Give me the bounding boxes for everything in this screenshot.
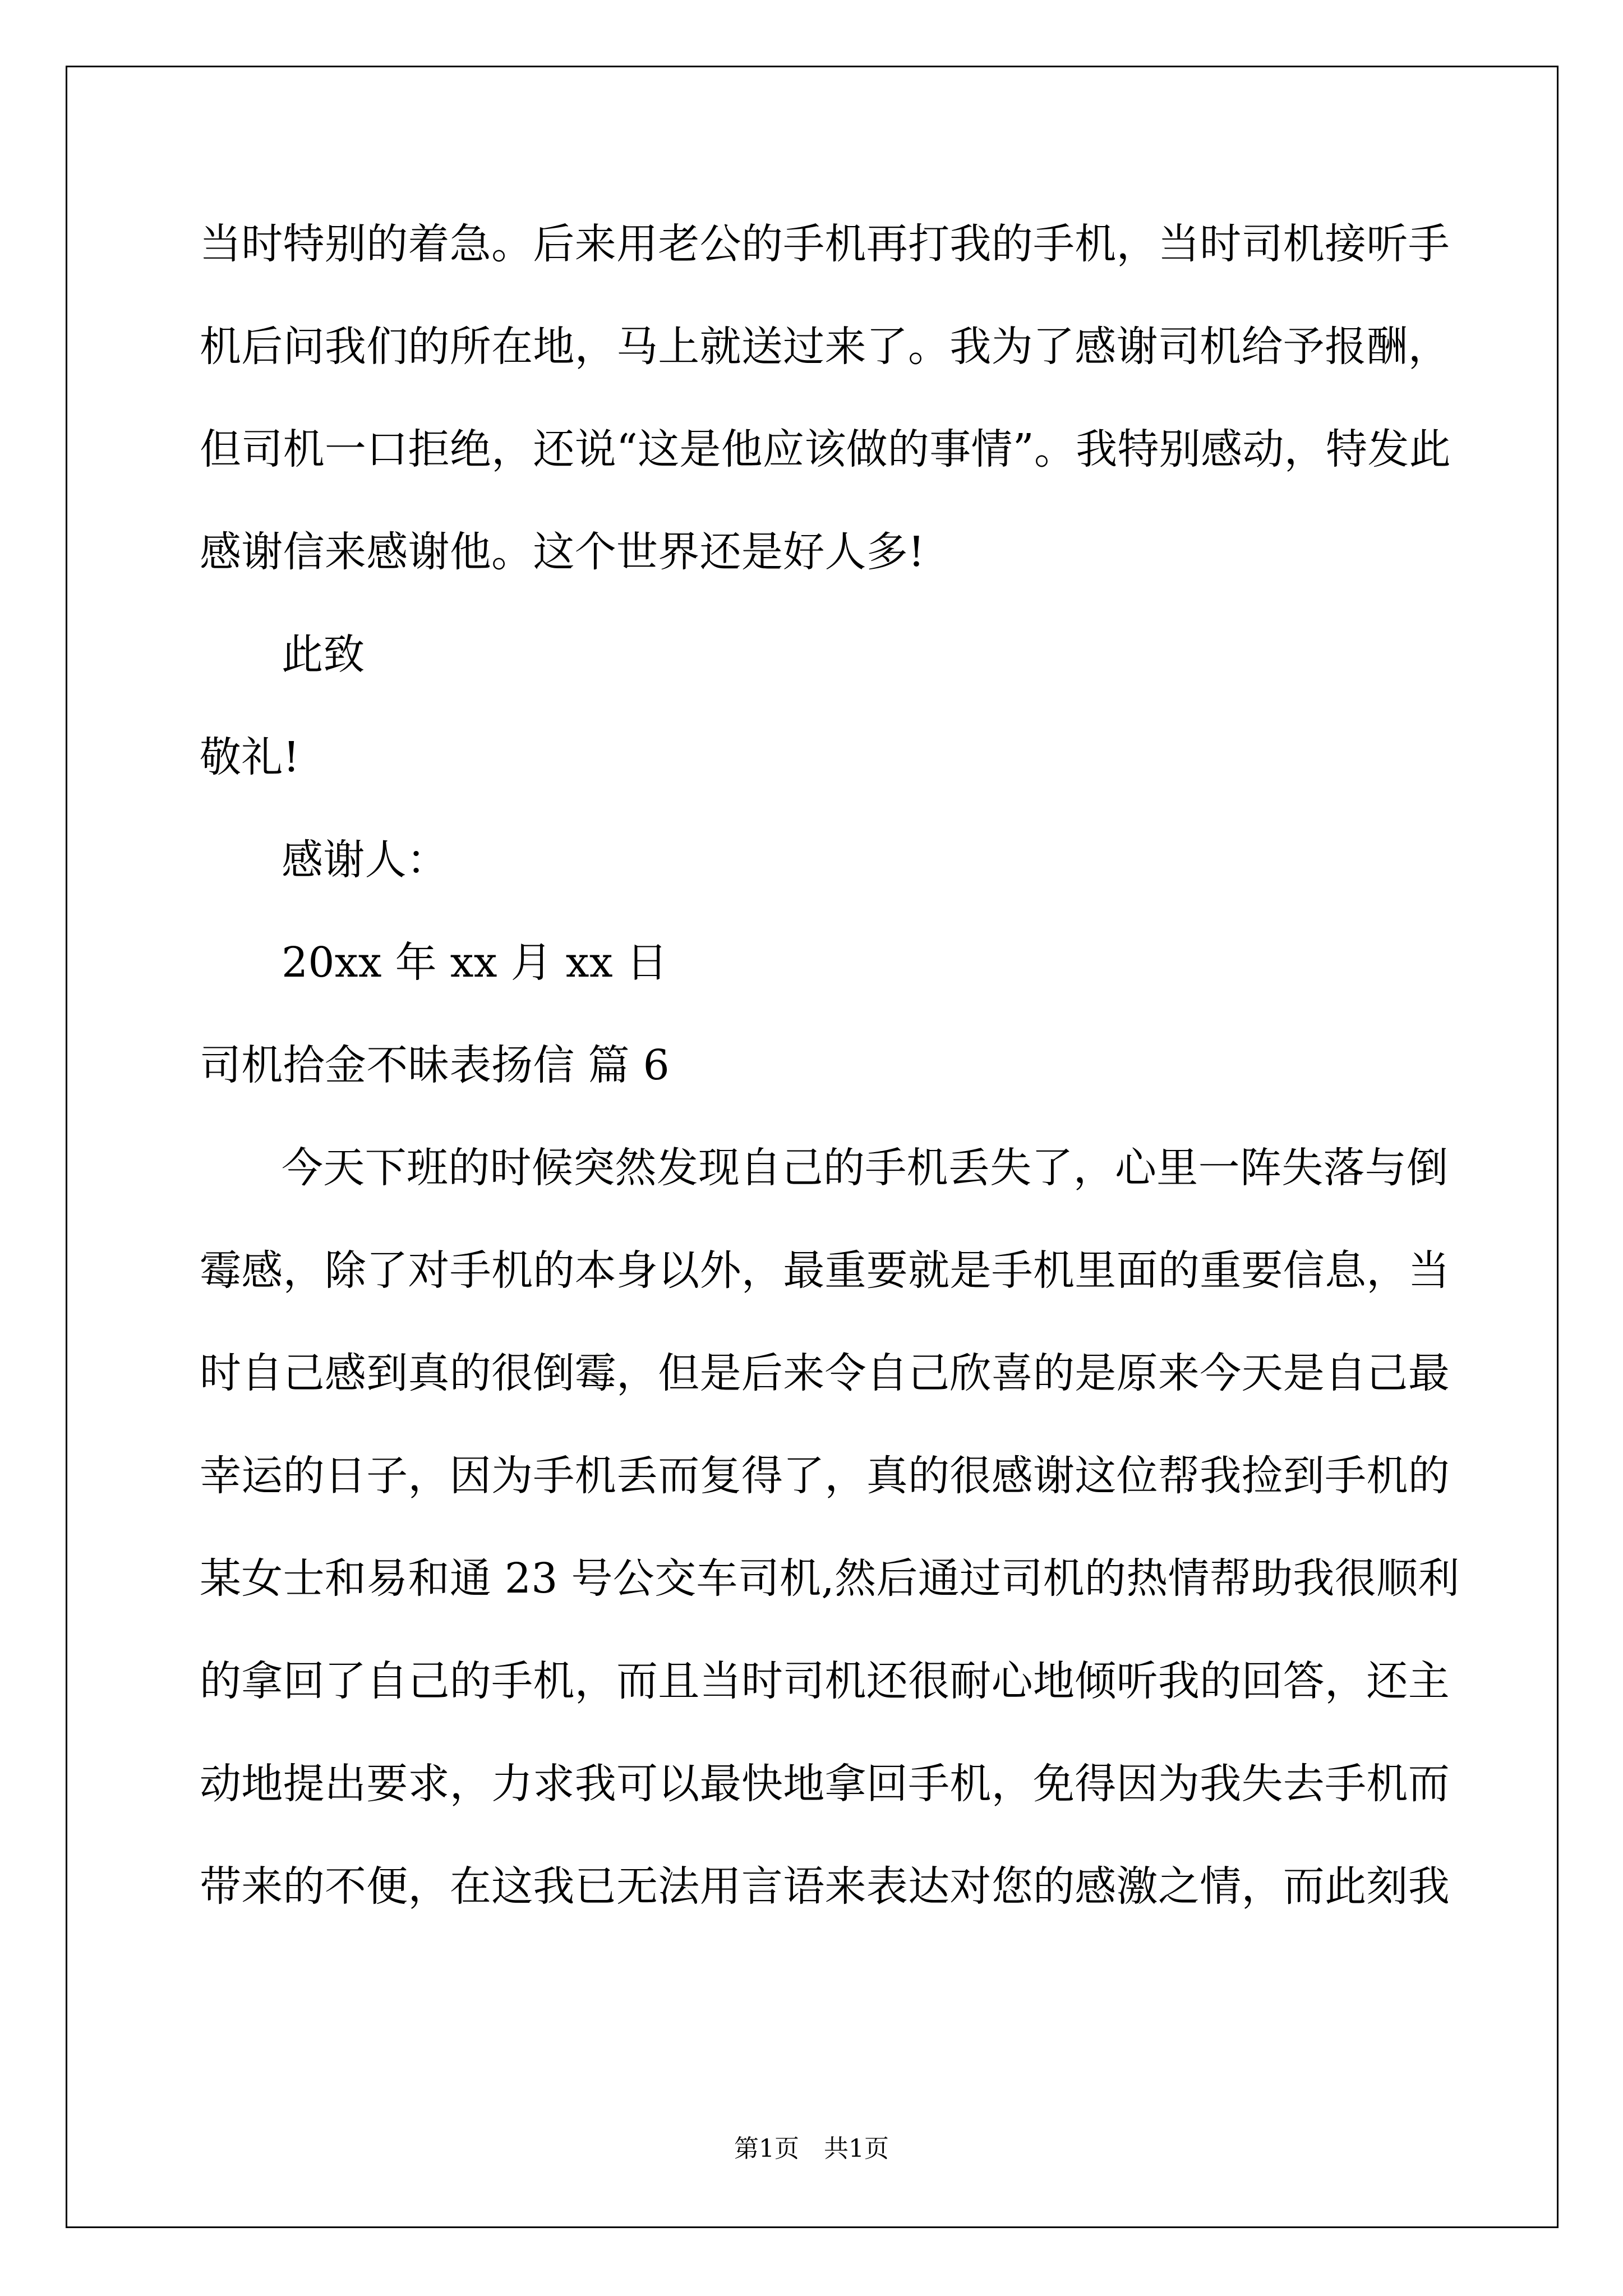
salutation-line: 此致 [282, 631, 365, 679]
paragraph-line: 今天下班的时候突然发现自己的手机丢失了，心里一阵失落与倒 [282, 1144, 1449, 1192]
paragraph-line: 的拿回了自己的手机，而且当时司机还很耐心地倾听我的回答，还主 [200, 1657, 1450, 1705]
paragraph-line: 带来的不便，在这我已无法用言语来表达对您的感激之情，而此刻我 [200, 1862, 1450, 1911]
paragraph-line: 当时特别的着急。后来用老公的手机再打我的手机，当时司机接听手 [200, 220, 1450, 268]
signature-line: 感谢人： [282, 836, 449, 884]
paragraph-line: 动地提出要求，力求我可以最快地拿回手机，免得因为我失去手机而 [200, 1760, 1450, 1808]
paragraph-line: 时自己感到真的很倒霉，但是后来令自己欣喜的是原来今天是自己最 [200, 1349, 1450, 1397]
section-heading: 司机拾金不昧表扬信 篇 6 [200, 1041, 670, 1089]
paragraph-line: 机后问我们的所在地，马上就送过来了。我为了感谢司机给予报酬， [200, 323, 1450, 371]
date-line: 20xx 年 xx 月 xx 日 [282, 938, 668, 987]
paragraph-line: 但司机一口拒绝，还说“这是他应该做的事情”。我特别感动，特发此 [200, 425, 1451, 473]
paragraph-line: 幸运的日子，因为手机丢而复得了，真的很感谢这位帮我捡到手机的 [200, 1452, 1450, 1500]
paragraph-line: 感谢信来感谢他。这个世界还是好人多! [200, 528, 925, 576]
paragraph-line: 某女士和易和通 23 号公交车司机,然后通过司机的热情帮助我很顺利 [200, 1554, 1460, 1603]
closing-line: 敬礼! [200, 733, 300, 781]
paragraph-line: 霉感，除了对手机的本身以外，最重要就是手机里面的重要信息，当 [200, 1246, 1450, 1295]
page-number-footer: 第1页 共1页 [734, 2134, 889, 2163]
